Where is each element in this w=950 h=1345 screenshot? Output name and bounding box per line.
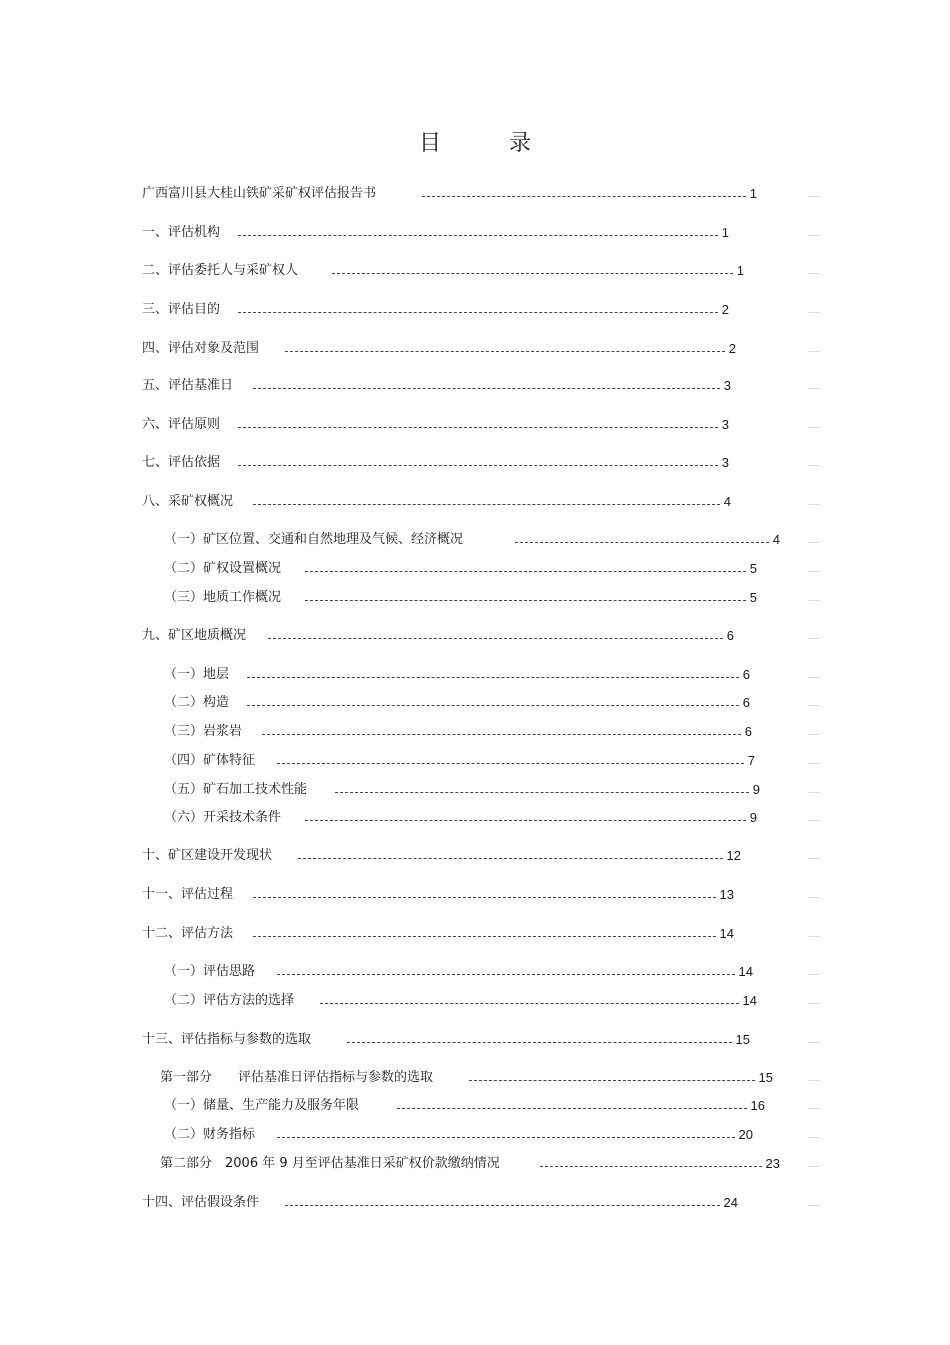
toc-dot-leader xyxy=(253,896,716,898)
margin-mark xyxy=(808,1137,820,1138)
toc-dot-leader xyxy=(397,1107,747,1109)
toc-dot-leader xyxy=(305,599,746,601)
toc-entry[interactable] xyxy=(164,695,750,711)
toc-entry-page-number: 4 xyxy=(772,532,780,547)
toc-entry-page-number: 16 xyxy=(750,1098,765,1113)
toc-dot-leader xyxy=(238,234,718,236)
title-char-1: 目 xyxy=(418,131,441,156)
toc-entry-label: 五、评估基准日 xyxy=(142,378,234,393)
toc-entry-label: 第二部分 2006 年 9 月至评估基准日采矿权价款缴纳情况 xyxy=(160,1156,500,1171)
toc-entry[interactable] xyxy=(164,753,755,769)
toc-entry[interactable] xyxy=(164,964,753,980)
margin-mark xyxy=(808,638,820,639)
margin-mark xyxy=(808,705,820,706)
toc-entry-label: （一）矿区位置、交通和自然地理及气候、经济概况 xyxy=(164,532,464,547)
toc-entry[interactable] xyxy=(164,532,780,548)
margin-mark xyxy=(808,1205,820,1206)
toc-entry[interactable] xyxy=(142,926,734,942)
margin-mark xyxy=(808,351,820,352)
toc-entry-label: 十四、评估假设条件 xyxy=(142,1195,260,1210)
toc-dot-leader xyxy=(277,973,735,975)
toc-entry-label: （五）矿石加工技术性能 xyxy=(164,782,308,797)
margin-mark xyxy=(808,1166,820,1167)
toc-entry[interactable] xyxy=(142,186,757,202)
toc-entry[interactable] xyxy=(142,1195,738,1211)
toc-entry[interactable] xyxy=(142,887,734,903)
toc-entry-label: 二、评估委托人与采矿权人 xyxy=(142,263,299,278)
margin-mark xyxy=(808,897,820,898)
toc-dot-leader xyxy=(262,733,741,735)
toc-entry-page-number: 9 xyxy=(749,810,757,825)
margin-mark xyxy=(808,571,820,572)
margin-mark xyxy=(808,820,820,821)
toc-entry-label: 九、矿区地质概况 xyxy=(142,628,247,643)
toc-dot-leader xyxy=(247,704,739,706)
toc-entry-label: 四、评估对象及范围 xyxy=(142,341,260,356)
toc-entry-page-number: 14 xyxy=(738,964,753,979)
toc-entry-label: （六）开采技术条件 xyxy=(164,810,282,825)
toc-entry-page-number: 3 xyxy=(721,417,729,432)
toc-entry-page-number: 2 xyxy=(728,341,736,356)
toc-entry-label: （四）矿体特征 xyxy=(164,753,256,768)
toc-dot-leader xyxy=(320,1002,739,1004)
toc-entry[interactable] xyxy=(160,1070,773,1086)
toc-entry-page-number: 9 xyxy=(752,782,760,797)
toc-dot-leader xyxy=(277,1136,735,1138)
toc-entry-label: （三）岩浆岩 xyxy=(164,724,243,739)
toc-entry[interactable] xyxy=(142,455,729,471)
margin-mark xyxy=(808,542,820,543)
margin-mark xyxy=(808,465,820,466)
toc-entry-page-number: 15 xyxy=(735,1032,750,1047)
toc-entry-label: 七、评估依据 xyxy=(142,455,221,470)
toc-entry-page-number: 3 xyxy=(723,378,731,393)
toc-entry-page-number: 5 xyxy=(749,561,757,576)
margin-mark xyxy=(808,936,820,937)
toc-entry[interactable] xyxy=(142,628,734,644)
margin-mark xyxy=(808,196,820,197)
toc-dot-leader xyxy=(422,195,746,197)
toc-entry[interactable] xyxy=(142,263,744,279)
toc-dot-leader xyxy=(268,637,723,639)
toc-entry-page-number: 20 xyxy=(738,1127,753,1142)
toc-entry[interactable] xyxy=(164,590,757,606)
margin-mark xyxy=(808,677,820,678)
toc-entry[interactable] xyxy=(142,302,729,318)
toc-entry-page-number: 23 xyxy=(765,1156,780,1171)
toc-entry-page-number: 7 xyxy=(747,753,755,768)
toc-entry-label: （二）矿权设置概况 xyxy=(164,561,282,576)
margin-mark xyxy=(808,1042,820,1043)
margin-mark xyxy=(808,858,820,859)
margin-mark xyxy=(808,312,820,313)
toc-entry[interactable] xyxy=(142,848,741,864)
toc-dot-leader xyxy=(332,272,733,274)
toc-entry-page-number: 3 xyxy=(721,455,729,470)
toc-entry-label: （二）财务指标 xyxy=(164,1127,256,1142)
toc-dot-leader xyxy=(238,426,718,428)
margin-mark xyxy=(808,235,820,236)
toc-entry-page-number: 1 xyxy=(736,263,744,278)
toc-entry-label: 十、矿区建设开发现状 xyxy=(142,848,273,863)
margin-mark xyxy=(808,1080,820,1081)
margin-mark xyxy=(808,1003,820,1004)
toc-dot-leader xyxy=(253,503,720,505)
toc-entry[interactable] xyxy=(164,561,757,577)
toc-entry[interactable] xyxy=(164,724,752,740)
toc-entry-page-number: 14 xyxy=(742,993,757,1008)
margin-mark xyxy=(808,763,820,764)
toc-entry-label: （三）地质工作概况 xyxy=(164,590,282,605)
margin-mark xyxy=(808,792,820,793)
margin-mark xyxy=(808,427,820,428)
toc-dot-leader xyxy=(540,1165,762,1167)
toc-dot-leader xyxy=(238,464,718,466)
toc-dot-leader xyxy=(305,570,746,572)
toc-dot-leader xyxy=(298,857,723,859)
title-char-2: 录 xyxy=(509,131,532,156)
toc-entry-page-number: 6 xyxy=(726,628,734,643)
toc-entry-page-number: 14 xyxy=(719,926,734,941)
margin-mark xyxy=(808,600,820,601)
margin-mark xyxy=(808,273,820,274)
margin-mark xyxy=(808,1108,820,1109)
toc-entry[interactable] xyxy=(164,1127,753,1143)
toc-dot-leader xyxy=(285,350,725,352)
toc-entry-label: 六、评估原则 xyxy=(142,417,221,432)
toc-entry-label: （二）构造 xyxy=(164,695,230,710)
toc-dot-leader xyxy=(347,1041,732,1043)
toc-entry[interactable] xyxy=(164,810,757,826)
toc-entry-page-number: 24 xyxy=(723,1195,738,1210)
margin-mark xyxy=(808,504,820,505)
toc-entry[interactable] xyxy=(142,1032,750,1048)
toc-entry-label: 十一、评估过程 xyxy=(142,887,234,902)
margin-mark xyxy=(808,974,820,975)
toc-entry-label: 第一部分 评估基准日评估指标与参数的选取 xyxy=(160,1070,434,1085)
toc-entry-label: （二）评估方法的选择 xyxy=(164,993,295,1008)
toc-entry[interactable] xyxy=(160,1156,780,1172)
toc-entry[interactable] xyxy=(164,1098,765,1114)
toc-dot-leader xyxy=(515,541,769,543)
toc-entry-page-number: 13 xyxy=(719,887,734,902)
toc-entry[interactable] xyxy=(164,667,750,683)
toc-entry-page-number: 5 xyxy=(749,590,757,605)
toc-entry-page-number: 6 xyxy=(742,695,750,710)
toc-entry[interactable] xyxy=(142,417,729,433)
toc-entry-label: 广西富川县大桂山铁矿采矿权评估报告书 xyxy=(142,186,377,201)
toc-entry-label: 十三、评估指标与参数的选取 xyxy=(142,1032,312,1047)
toc-dot-leader xyxy=(238,311,718,313)
toc-entry[interactable] xyxy=(142,494,731,510)
toc-entry[interactable] xyxy=(142,225,729,241)
toc-entry[interactable] xyxy=(164,993,757,1009)
toc-entry-page-number: 12 xyxy=(726,848,741,863)
toc-dot-leader xyxy=(247,676,739,678)
toc-entry-page-number: 2 xyxy=(721,302,729,317)
toc-dot-leader xyxy=(335,791,749,793)
toc-entry-label: （一）评估思路 xyxy=(164,964,256,979)
toc-entry[interactable] xyxy=(164,782,760,798)
toc-entry-page-number: 6 xyxy=(742,667,750,682)
toc-entry[interactable] xyxy=(142,378,731,394)
toc-entry-label: 三、评估目的 xyxy=(142,302,221,317)
page-title xyxy=(0,126,950,157)
margin-mark xyxy=(808,388,820,389)
margin-mark xyxy=(808,734,820,735)
toc-entry-label: 八、采矿权概况 xyxy=(142,494,234,509)
toc-dot-leader xyxy=(253,935,716,937)
toc-entry-label: （一）储量、生产能力及服务年限 xyxy=(164,1098,360,1113)
toc-entry-label: 十二、评估方法 xyxy=(142,926,234,941)
toc-entry-page-number: 1 xyxy=(721,225,729,240)
toc-dot-leader xyxy=(469,1079,755,1081)
toc-entry-page-number: 1 xyxy=(749,186,757,201)
toc-entry-label: （一）地层 xyxy=(164,667,230,682)
toc-entry[interactable] xyxy=(142,341,736,357)
toc-entry-label: 一、评估机构 xyxy=(142,225,221,240)
toc-dot-leader xyxy=(305,819,746,821)
toc-entry-page-number: 15 xyxy=(758,1070,773,1085)
toc-entry-page-number: 4 xyxy=(723,494,731,509)
toc-dot-leader xyxy=(253,387,720,389)
toc-entry-page-number: 6 xyxy=(744,724,752,739)
toc-dot-leader xyxy=(277,762,744,764)
toc-dot-leader xyxy=(285,1204,720,1206)
